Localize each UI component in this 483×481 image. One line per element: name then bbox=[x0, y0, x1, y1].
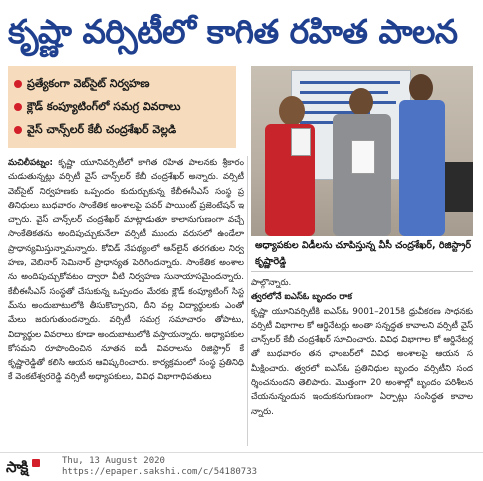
sub-heading: త్వరలోనే ఐఎస్‌ఓ బృందం రాక bbox=[251, 292, 352, 303]
photo-caption: అధ్యాపకుల విడీలను చూపిస్తున్న వీసీ చంద్రశేఖర్, రిజిస్ట్రార్ కృష్ణారెడ్డి bbox=[251, 238, 473, 272]
news-photo bbox=[251, 66, 473, 236]
logo-mark-icon bbox=[32, 459, 40, 467]
highlight-item bbox=[14, 95, 230, 118]
id-card bbox=[351, 140, 375, 174]
sakshi-logo: సాక్షి bbox=[6, 457, 54, 477]
article-text: పాల్గొన్నారు. bbox=[251, 278, 292, 288]
bullet-icon bbox=[14, 126, 22, 134]
article-column-1 bbox=[8, 156, 244, 448]
chair bbox=[445, 162, 473, 212]
article-text: కృష్ణా యూనివర్సిటీలో కాగిత రహిత పాలనకు శ్రీకారం చుడుతున్నట్లు వర్సిటీ వైస్ చాన్స్‌లర్ కేబీ చంద్రశేఖర్ అన్నారు. వర్సిటీ వెబ్‌సైట్ నిర్వహణకు ఒప్పందం కుదుర్చుకున్న కేబీఈసీఎస్ సంస్థ ప్రతినిధులు బుధవారం సాంకేతిక అంశాలపై పవర్ పాయింట్ ప్రజెంటేషన్ ఇచ్చారు. వైస్ చాన్స్‌లర్ చంద్రశేఖర్ మాట్లాడుతూ కాలానుగుణంగా వచ్చే సాంకేతికతను అందిపుచ్చుకునేలా వర్సిటీ ముందు వరుసలో ఉండేలా ప్రాధాన్యమిస్తున్నామన్నారు. కోవిడ్ నేపథ్యంలో ఆన్‌లైన్ తరగతుల నిర్వహణ, వెబినార్ సెమినార్ ప్రాధాన్యత పెరిగిందన్నారు. సాంకేతిక అంశాలను అందిపుచ్చుకోవటం ద్వారా వీటి నిర్వహణ సునాయాసమైందన్నారు. కేబీఈసీఎస్ సంస్థతో చేసుకున్న ఒప్పందం మేరకు క్లౌడ్ కంప్యూటింగ్ సిస్టమ్‌ను అందుబాటులోకి తీసుకొచ్చారని, దీని వల్ల విద్యార్థులకు ఎంతో మేలు జరుగుతుందన్నారు. వర్సిటీ సమగ్ర సమాచారం తోపాటు, విద్యార్థుల వివరాలు కూడా అందుబాటులోకి వస్తాయన్నారు. అధ్యాపకుల కోసమని రూపొందించిన నూతన ఐడీ వివరాలను రిజిస్ట్రార్ కే కృష్ణారెడ్డితో కలిసి ఆయన ఆవిష్కరించారు. కార్యక్రమంలో సంస్థ ప్రతినిధి కే వెంకటేశ్వరరెడ్డి వర్సిటీ అధ్యాపకులు, వివిధ విభాగాధిపతులు bbox=[8, 158, 244, 383]
id-card bbox=[291, 128, 311, 156]
highlight-text: వైస్ చాన్స్‌లర్ కేబీ చంద్రశేఖర్ వెల్లడి bbox=[27, 123, 177, 136]
footer bbox=[0, 452, 483, 481]
edition-date: Thu, 13 August 2020 bbox=[62, 456, 165, 466]
person-figure bbox=[399, 100, 445, 236]
person-head bbox=[409, 74, 433, 102]
article-text: కృష్ణా యూనివర్సిటీకి ఐఎస్‌ఓ 9001–2015కి ధ్రువీకరణ సాధనకు వర్సిటీ విభాగాల కో ఆర్డినేటర్లు అంతా సన్నద్ధత కావాలని వర్సిటీ వైస్ చాన్స్‌లర్ కేబీ చంద్రశేఖర్ సూచించారు. వివిధ విభాగాల కో ఆర్డినేటర్లతో బుధవారం తన ఛాంబర్‌లో వివిధ అంశాలపై ఆయన సమీక్షించారు. త్వరలో ఐఎస్‌ఓ ప్రతినిధుల బృందం వర్సిటీని సందర్శించనుందని తెలిపారు. మొత్తంగా 20 అంశాల్లో బృందం పరిశీలన చేయనున్నందున ఇందుకనుగుణంగా ఏర్పాట్లు సంసిద్ధత కావాలన్నారు. bbox=[251, 306, 473, 417]
epaper-link[interactable]: https://epaper.sakshi.com/c/54180733 bbox=[62, 467, 258, 477]
person-head bbox=[349, 88, 373, 116]
bullet-icon bbox=[14, 103, 22, 111]
highlight-item bbox=[14, 118, 230, 141]
person-head bbox=[279, 96, 305, 126]
headline: కృష్ణా వర్సిటీలో కాగిత రహిత పాలన bbox=[8, 12, 458, 51]
column-divider bbox=[247, 156, 248, 446]
article-column-2 bbox=[251, 276, 473, 452]
person-figure bbox=[333, 114, 391, 236]
bullet-icon bbox=[14, 80, 22, 88]
highlight-item bbox=[14, 72, 230, 95]
highlights-box bbox=[8, 66, 236, 148]
highlight-text: క్లౌడ్ కంప్యూటింగ్‌లో సమగ్ర వివరాలు bbox=[27, 100, 181, 113]
dateline: మచిలీపట్నం: bbox=[8, 158, 53, 168]
highlight-text: ప్రత్యేకంగా వెబ్‌సైట్ నిర్వహణ bbox=[27, 77, 150, 90]
